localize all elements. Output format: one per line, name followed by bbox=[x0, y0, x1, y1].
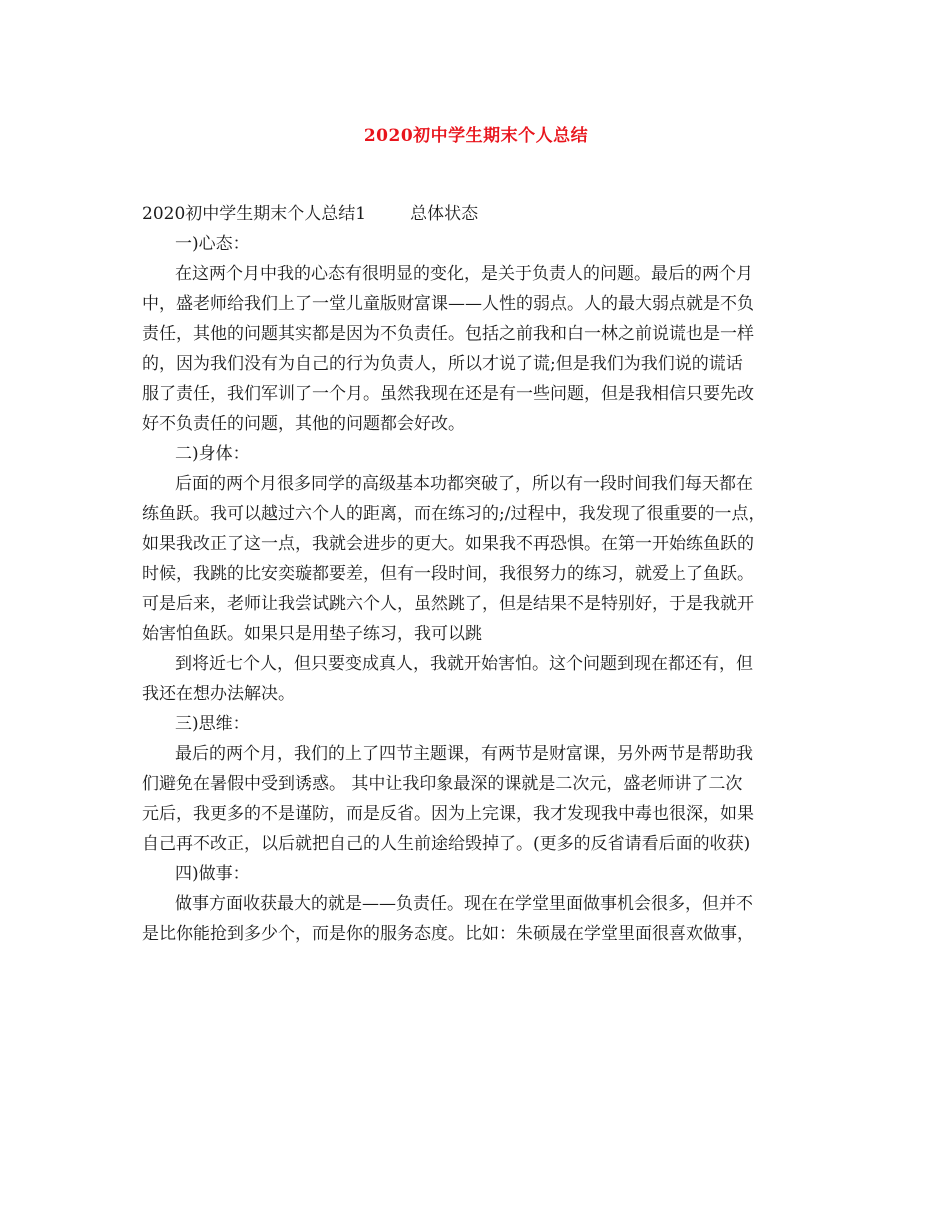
section-heading-work: 四)做事： bbox=[175, 864, 250, 884]
paragraph-line: 如果我改正了这一点，我就会进步的更大。如果我不再恐惧。在第一开始练鱼跃的 bbox=[142, 534, 754, 554]
paragraph-line: 做事方面收获最大的就是——负责任。现在在学堂里面做事机会很多，但并不 bbox=[175, 894, 753, 914]
section-heading-body: 二)身体： bbox=[175, 444, 250, 464]
section-paragraph-thinking bbox=[142, 739, 810, 859]
paragraph-line: 是比你能抢到多少个，而是你的服务态度。比如：朱硕晟在学堂里面很喜欢做事， bbox=[142, 924, 754, 944]
section-heading-mindset: 一)心态： bbox=[175, 234, 250, 254]
paragraph-line: 中，盛老师给我们上了一堂儿童版财富课——人性的弱点。人的最大弱点就是不负 bbox=[142, 294, 754, 314]
paragraph-line: 我还在想办法解决。 bbox=[142, 684, 295, 704]
paragraph-line: 可是后来，老师让我尝试跳六个人，虽然跳了，但是结果不是特别好，于是我就开 bbox=[142, 594, 754, 614]
paragraph-line: 们避免在暑假中受到诱惑。 其中让我印象最深的课就是二次元，盛老师讲了二次 bbox=[142, 774, 743, 794]
document-body bbox=[142, 199, 810, 949]
paragraph-line: 的，因为我们没有为自己的行为负责人，所以才说了谎;但是我们为我们说的谎话 bbox=[142, 354, 743, 374]
paragraph-line: 责任，其他的问题其实都是因为不负责任。包括之前我和白一林之前说谎也是一样 bbox=[142, 324, 754, 344]
intro-title: 2020初中学生期末个人总结1 bbox=[142, 204, 367, 224]
paragraph-line: 练鱼跃。我可以越过六个人的距离，而在练习的;/过程中，我发现了很重要的一点， bbox=[142, 504, 766, 524]
section-paragraph-mindset bbox=[142, 259, 810, 439]
intro-subtitle: 总体状态 bbox=[410, 204, 479, 224]
section-heading-thinking: 三)思维： bbox=[175, 714, 250, 734]
paragraph-line: 元后，我更多的不是谨防，而是反省。因为上完课，我才发现我中毒也很深，如果 bbox=[142, 804, 754, 824]
section-paragraph-body bbox=[142, 469, 810, 649]
paragraph-line: 服了责任，我们军训了一个月。虽然我现在还是有一些问题，但是我相信只要先改 bbox=[142, 384, 754, 404]
intro-line bbox=[142, 199, 810, 229]
paragraph-line: 时候，我跳的比安奕璇都要差，但有一段时间，我很努力的练习，就爱上了鱼跃。 bbox=[142, 564, 754, 584]
paragraph-line: 自己再不改正，以后就把自己的人生前途给毁掉了。(更多的反省请看后面的收获) bbox=[142, 834, 751, 854]
paragraph-line: 始害怕鱼跃。如果只是用垫子练习，我可以跳 bbox=[142, 624, 482, 644]
paragraph-line: 在这两个月中我的心态有很明显的变化，是关于负责人的问题。最后的两个月 bbox=[175, 264, 753, 284]
paragraph-line: 好不负责任的问题，其他的问题都会好改。 bbox=[142, 414, 465, 434]
document-title: 2020初中学生期末个人总结 bbox=[363, 126, 589, 146]
paragraph-line: 后面的两个月很多同学的高级基本功都突破了，所以有一段时间我们每天都在 bbox=[175, 474, 753, 494]
paragraph-line: 最后的两个月，我们的上了四节主题课，有两节是财富课，另外两节是帮助我 bbox=[175, 744, 753, 764]
section-paragraph-work bbox=[142, 889, 810, 949]
paragraph-line: 到将近七个人，但只要变成真人，我就开始害怕。这个问题到现在都还有，但 bbox=[175, 654, 753, 674]
section-paragraph-body-continued bbox=[142, 649, 810, 709]
